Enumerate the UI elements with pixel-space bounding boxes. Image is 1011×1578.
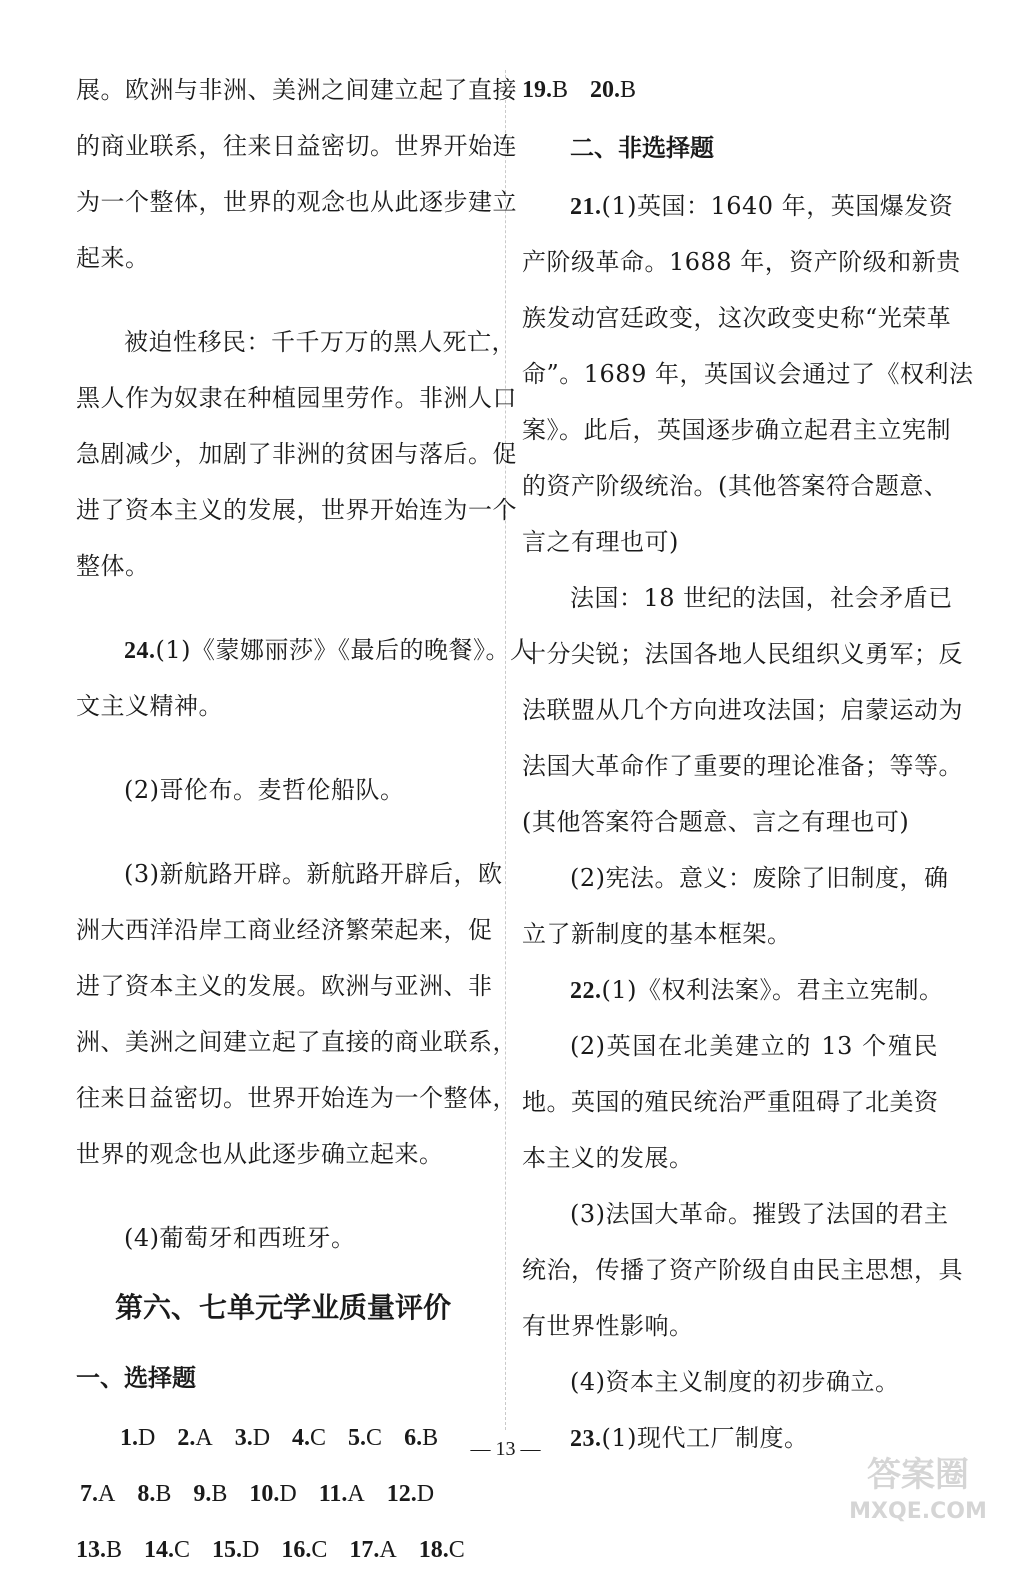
- text-line: 展。欧洲与非洲、美洲之间建立起了直接: [76, 76, 517, 104]
- left-column: [76, 62, 535, 1578]
- text-line: (3)新航路开辟。新航路开辟后，欧: [124, 860, 503, 888]
- section-heading-choice: 一、选择题: [76, 1364, 196, 1392]
- page-number: — 13 —: [470, 1438, 541, 1460]
- answer-row: [76, 1522, 490, 1578]
- answer-item: [522, 62, 568, 118]
- text-line: 法国：18 世纪的法国，社会矛盾已: [570, 584, 953, 612]
- text-line: 往来日益密切。世界开始连为一个整体，: [76, 1084, 517, 1112]
- answer-row: [522, 62, 938, 118]
- answer-number: 14.: [144, 1537, 175, 1563]
- section-heading-non-choice: 二、非选择题: [570, 134, 714, 162]
- question-number: 24.: [124, 638, 156, 664]
- text-line: 起来。: [76, 244, 150, 272]
- answer-item: [319, 1466, 365, 1522]
- question-number: 22.: [570, 978, 602, 1004]
- answer-number: 17.: [349, 1537, 380, 1563]
- answer-letter: D: [279, 1481, 297, 1507]
- right-column: [522, 62, 974, 1466]
- answer-number: 7.: [80, 1481, 98, 1507]
- text-line: (其他答案符合题意、言之有理也可): [522, 808, 910, 836]
- column-divider: [505, 70, 506, 1430]
- answer-letter: C: [448, 1537, 465, 1563]
- watermark-line-2: MXQE.COM: [849, 1499, 987, 1524]
- text-line: 案》。此后，英国逐步确立起君主立宪制: [522, 416, 951, 444]
- answer-number: 20.: [590, 77, 621, 103]
- watermark-logo: [843, 1446, 993, 1526]
- answer-item: [80, 1466, 115, 1522]
- text-line: 的资产阶级统治。(其他答案符合题意、: [522, 472, 949, 500]
- answer-number: 4.: [292, 1425, 311, 1451]
- text-line: 被迫性移民：千千万万的黑人死亡，: [124, 328, 516, 356]
- answer-number: 8.: [137, 1481, 156, 1507]
- text-line: 统治，传播了资产阶级自由民主思想，具: [522, 1256, 963, 1284]
- spacer: [76, 818, 490, 846]
- answer-number: 12.: [386, 1481, 417, 1507]
- answer-letter: D: [416, 1481, 435, 1507]
- answer-letter: A: [347, 1481, 365, 1507]
- text-span: (1)《蒙娜丽莎》《最后的晚餐》。人: [155, 636, 535, 664]
- answer-letter: C: [366, 1425, 383, 1451]
- answer-letter: D: [242, 1537, 260, 1563]
- text-line: 十分尖锐；法国各地人民组织义勇军；反: [522, 640, 963, 668]
- question-22-part-4: (4)资本主义制度的初步确立。: [570, 1368, 900, 1396]
- question-22-part-1: [522, 962, 944, 1018]
- answer-item: [387, 1466, 434, 1522]
- answer-letter: C: [174, 1537, 191, 1563]
- answer-number: 15.: [212, 1537, 243, 1563]
- text-line: 洲、美洲之间建立起了直接的商业联系，: [76, 1028, 517, 1056]
- answer-item: [76, 1522, 122, 1578]
- answer-row: [76, 1466, 490, 1522]
- text-line: 的商业联系，往来日益密切。世界开始连: [76, 132, 517, 160]
- answer-item: [349, 1522, 396, 1578]
- answer-letter: D: [252, 1425, 271, 1451]
- answer-number: 2.: [177, 1425, 196, 1451]
- text-span: (1)《权利法案》。君主立宪制。: [601, 976, 944, 1004]
- text-line: 法国大革命作了重要的理论准备；等等。: [522, 752, 963, 780]
- answer-number: 13.: [76, 1537, 106, 1563]
- text-line: 命”。1689 年，英国议会通过了《权利法: [522, 360, 974, 388]
- text-line: 整体。: [76, 552, 150, 580]
- answer-letter: B: [155, 1481, 172, 1507]
- text-line: 急剧减少，加剧了非洲的贫困与落后。促: [76, 440, 517, 468]
- answer-letter: C: [311, 1537, 328, 1563]
- text-line: 言之有理也可): [522, 528, 679, 556]
- answer-item: [249, 1466, 296, 1522]
- answer-letter: B: [552, 77, 569, 103]
- text-line: 有世界性影响。: [522, 1312, 694, 1340]
- answer-letter: B: [620, 77, 637, 103]
- answer-number: 6.: [404, 1425, 423, 1451]
- text-span: (1)英国：1640 年，英国爆发资: [601, 192, 954, 220]
- text-line: 产阶级革命。1688 年，资产阶级和新贵: [522, 248, 961, 276]
- spacer: [76, 734, 490, 762]
- answer-number: 11.: [318, 1481, 348, 1507]
- text-line: 洲大西洋沿岸工商业经济繁荣起来，促: [76, 916, 493, 944]
- text-line: 地。英国的殖民统治严重阻碍了北美资: [522, 1088, 939, 1116]
- text-line: 族发动宫廷政变，这次政变史称“光荣革: [522, 304, 952, 332]
- text-span: (1)现代工厂制度。: [601, 1424, 809, 1452]
- answer-item: [281, 1522, 327, 1578]
- text-line: 立了新制度的基本框架。: [522, 920, 792, 948]
- text-line: 进了资本主义的发展，世界开始连为一个: [76, 496, 517, 524]
- answer-number: 10.: [249, 1481, 280, 1507]
- spacer: [76, 1182, 490, 1210]
- answer-number: 19.: [522, 77, 552, 103]
- text-line: 文主义精神。: [76, 692, 223, 720]
- text-line: 黑人作为奴隶在种植园里劳作。非洲人口: [76, 384, 517, 412]
- text-line: 法联盟从几个方向进攻法国；启蒙运动为: [522, 696, 963, 724]
- question-24-part-2: (2)哥伦布。麦哲伦船队。: [124, 776, 405, 804]
- text-line: 为一个整体，世界的观念也从此逐步建立: [76, 188, 517, 216]
- answer-number: 9.: [193, 1481, 212, 1507]
- text-line: 本主义的发展。: [522, 1144, 694, 1172]
- question-number: 23.: [570, 1426, 602, 1452]
- answer-number: 3.: [234, 1425, 253, 1451]
- answer-number: 16.: [281, 1537, 312, 1563]
- answer-item: [212, 1522, 259, 1578]
- answer-number: 1.: [120, 1425, 138, 1451]
- answer-item: [419, 1522, 465, 1578]
- answer-letter: A: [379, 1537, 397, 1563]
- answer-letter: A: [98, 1481, 116, 1507]
- answer-letter: B: [422, 1425, 439, 1451]
- answer-item: [193, 1466, 227, 1522]
- answer-item: [590, 62, 636, 118]
- watermark-line-1: 答案圈: [867, 1455, 969, 1495]
- text-line: (3)法国大革命。摧毁了法国的君主: [570, 1200, 949, 1228]
- text-line: 进了资本主义的发展。欧洲与亚洲、非: [76, 972, 493, 1000]
- text-line: (2)宪法。意义：废除了旧制度，确: [570, 864, 949, 892]
- question-number: 21.: [570, 194, 602, 220]
- question-24-part-1: [76, 622, 535, 678]
- text-line: 世界的观念也从此逐步确立起来。: [76, 1140, 444, 1168]
- answer-item: [144, 1522, 190, 1578]
- answer-letter: B: [106, 1537, 123, 1563]
- spacer: [76, 286, 490, 314]
- answer-number: 5.: [348, 1425, 367, 1451]
- question-21-part-1: [522, 178, 954, 234]
- spacer: [76, 594, 490, 622]
- unit-title: 第六、七单元学业质量评价: [114, 1291, 451, 1324]
- answer-letter: A: [195, 1425, 213, 1451]
- answer-letter: C: [310, 1425, 327, 1451]
- question-24-part-4: (4)葡萄牙和西班牙。: [124, 1224, 356, 1252]
- answer-number: 18.: [418, 1537, 449, 1563]
- text-line: (2)英国在北美建立的 13 个殖民: [570, 1032, 938, 1060]
- answer-item: [137, 1466, 171, 1522]
- answer-letter: D: [138, 1425, 156, 1451]
- answer-letter: B: [211, 1481, 228, 1507]
